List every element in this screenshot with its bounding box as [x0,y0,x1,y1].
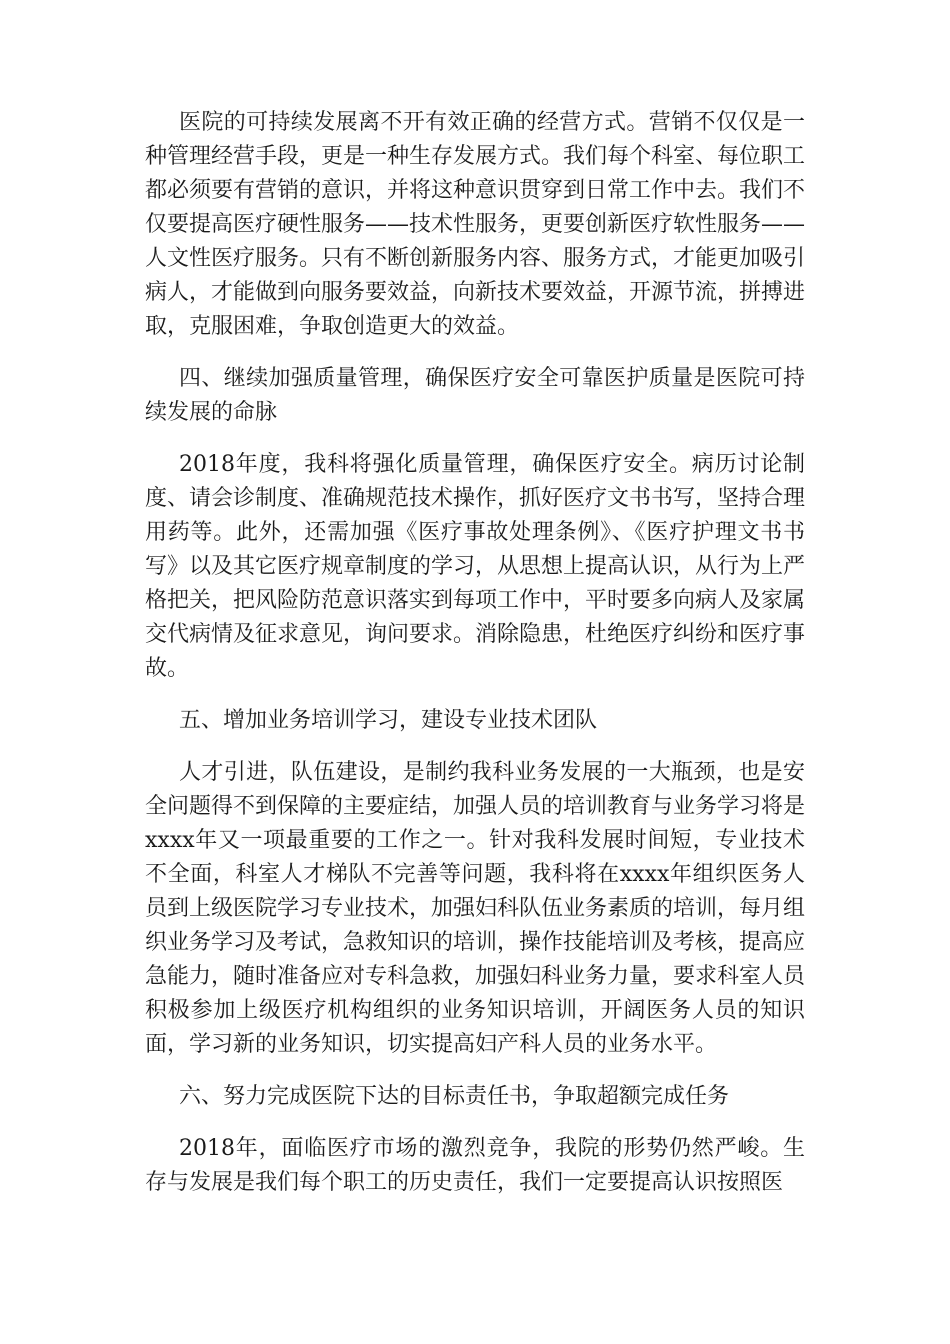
heading-quality-management: 四、继续加强质量管理，确保医疗安全可靠医护质量是医院可持续发展的命脉 [145,366,805,425]
paragraph-target-responsibility: 2018年，面临医疗市场的激烈竞争，我院的形势仍然严峻。生存与发展是我们每个职工的历史责任，我们一定要提高认识按照医 [145,1136,805,1195]
paragraph-training: 人才引进，队伍建设，是制约我科业务发展的一大瓶颈，也是安全问题得不到保障的主要症结，加强人员的培训教育与业务学习将是xxxx年又一项最重要的工作之一。针对我科发展时间短，专业技术不全面，科室人才梯队不完善等问题，我科将在xxxx年组织医务人员到上级医院学习专业技术，加强妇科队伍业务素质的培训，每月组织业务学习及考试，急救知识的培训，操作技能培训及考核，提高应急能力，随时准备应对专科急救，加强妇科业务力量，要求科室人员积极参加上级医疗机构组织的业务知识培训，开阔医务人员的知识面，学习新的业务知识，切实提高妇产科人员的业务水平。 [145,760,806,1057]
heading-target-responsibility: 六、努力完成医院下达的目标责任书，争取超额完成任务 [179,1084,730,1109]
paragraph-quality-management: 2018年度，我科将强化质量管理，确保医疗安全。病历讨论制度、请会诊制度、准确规范技术操作，抓好医疗文书书写，坚持合理用药等。此外，还需加强《医疗事故处理条例》、《医疗护理文书书写》以及其它医疗规章制度的学习，从思想上提高认识，从行为上严格把关，把风险防范意识落实到每项工作中，平时要多向病人及家属交代病情及征求意见，询问要求。消除隐患，杜绝医疗纠纷和医疗事故。 [145,452,806,681]
document-page [145,106,805,1218]
heading-training: 五、增加业务培训学习，建设专业技术团队 [179,708,598,733]
paragraph-marketing: 医院的可持续发展离不开有效正确的经营方式。营销不仅仅是一种管理经营手段，更是一种生存发展方式。我们每个科室、每位职工都必须要有营销的意识，并将这种意识贯穿到日常工作中去。我们不仅要提高医疗硬性服务——技术性服务，更要创新医疗软性服务——人文性医疗服务。只有不断创新服务内容、服务方式，才能更加吸引病人，才能做到向服务要效益，向新技术要效益，开源节流，拼搏进取，克服困难，争取创造更大的效益。 [145,110,806,339]
